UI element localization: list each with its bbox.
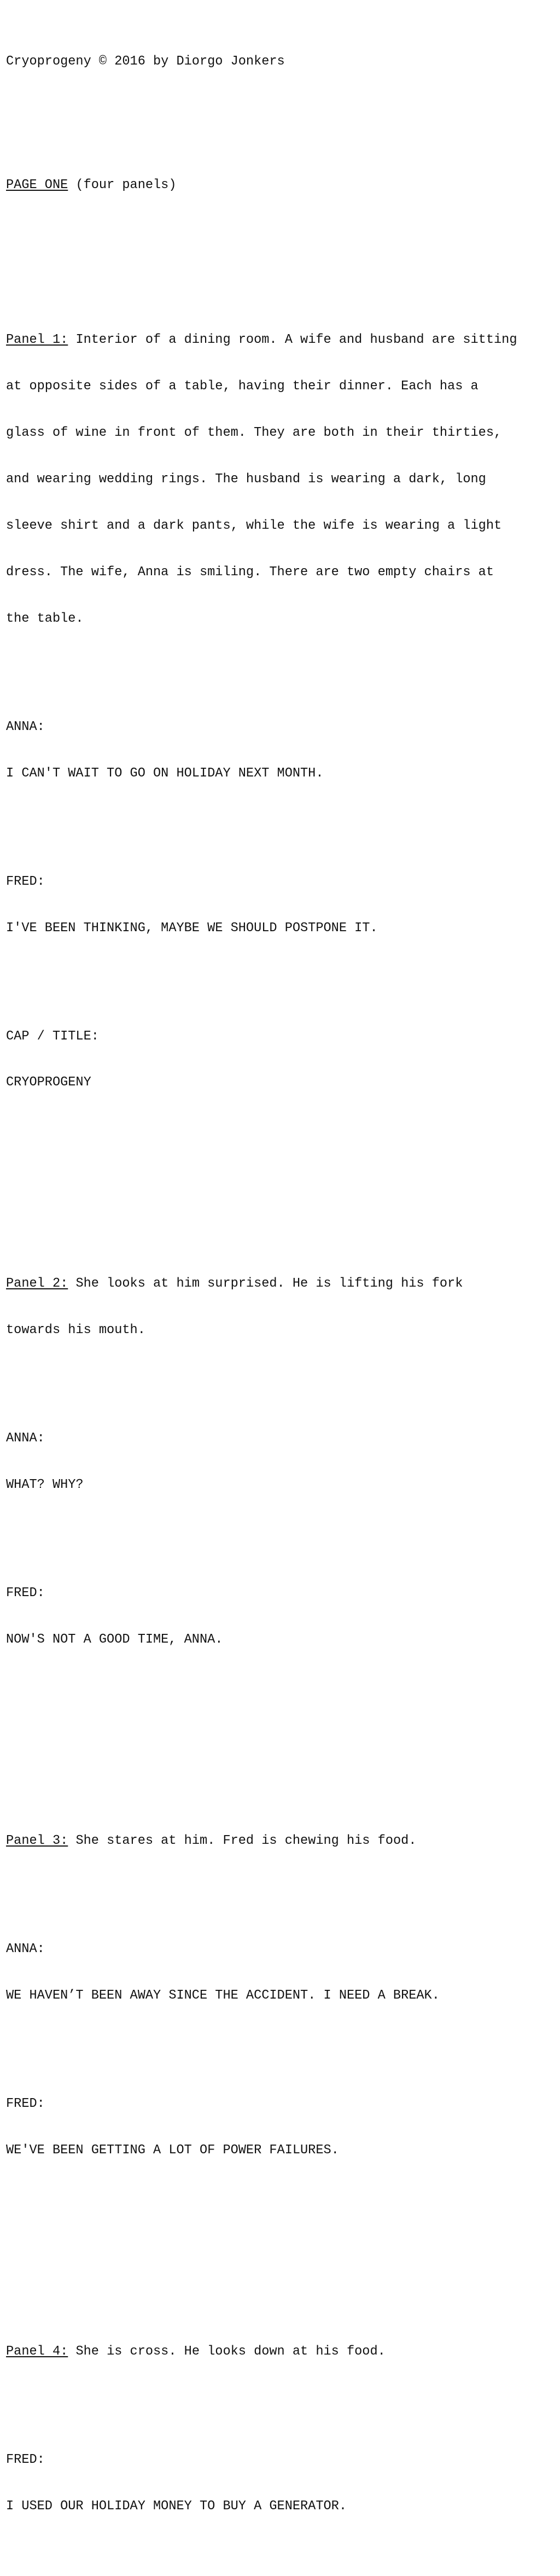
panel-description-line: at opposite sides of a table, having their dinner. Each has a [6,379,479,394]
panel-description-text: She looks at him surprised. He is lifting his fork [68,1276,463,1292]
panel-4 [6,2313,556,2545]
panel-1 [6,302,556,1122]
script-page [6,8,556,2576]
dialogue-line: NOW'S NOT A GOOD TIME, ANNA. [6,1632,223,1648]
panel-description-line: towards his mouth. [6,1323,145,1338]
panel-description-line: glass of wine in front of them. They are both in their thirties, [6,425,502,441]
page-heading-note: (four panels) [68,178,177,193]
spacer [6,2391,556,2406]
caption-line: CRYOPROGENY [6,1075,91,1090]
panel-description-line: sleeve shirt and a dark pants, while the wife is wearing a light [6,518,502,533]
page-heading [6,178,556,193]
dialogue-line: WE'VE BEEN GETTING A LOT OF POWER FAILURES. [6,2142,339,2158]
dialogue-speaker: FRED: [6,2096,45,2112]
panel-description-line: the table. [6,611,84,626]
panel-description-text: Interior of a dining room. A wife and husband are sitting [68,332,517,348]
dialogue-speaker: FRED: [6,2452,45,2467]
dialogue-speaker: FRED: [6,874,45,889]
panel-label: Panel 1: [6,332,68,348]
dialogue-line: WHAT? WHY? [6,1477,84,1493]
spacer [6,967,556,982]
spacer [6,657,556,673]
spacer [6,1710,556,1741]
dialogue-speaker: ANNA: [6,719,45,734]
spacer [6,2035,556,2050]
panel-description-line: and wearing wedding rings. The husband is wearing a dark, long [6,471,486,487]
dialogue-line: I CAN'T WAIT TO GO ON HOLIDAY NEXT MONTH. [6,766,324,781]
dialogue-speaker: FRED: [6,1586,45,1601]
panel-2 [6,1246,556,1679]
dialogue-line: I'VE BEEN THINKING, MAYBE WE SHOULD POSTPONE IT. [6,920,378,936]
dialogue-line: WE HAVEN’T BEEN AWAY SINCE THE ACCIDENT. I NEED A BREAK. [6,1988,440,2003]
dialogue-line: I USED OUR HOLIDAY MONEY TO BUY A GENERATOR. [6,2498,347,2514]
spacer [6,1880,556,1895]
panel-description-line [6,1833,556,1849]
spacer [6,101,556,132]
panel-3 [6,1802,556,2189]
page-heading-label: PAGE ONE [6,178,68,193]
panel-label: Panel 2: [6,1276,68,1292]
spacer [6,224,556,240]
panel-description-line: dress. The wife, Anna is smiling. There are two empty chairs at [6,564,494,580]
panel-description-line [6,332,556,348]
spacer [6,812,556,827]
spacer [6,1369,556,1385]
panel-description-line [6,1276,556,1292]
panel-description-text: She is cross. He looks down at his food. [68,2344,386,2359]
panel-description-line [6,2344,556,2359]
spacer [6,1153,556,1184]
spacer [6,1524,556,1539]
panel-description-text: She stares at him. Fred is chewing his food. [68,1833,417,1849]
spacer [6,2220,556,2251]
panel-label: Panel 4: [6,2344,68,2359]
caption-speaker: CAP / TITLE: [6,1029,99,1044]
panel-label: Panel 3: [6,1833,68,1849]
dialogue-speaker: ANNA: [6,1431,45,1446]
dialogue-speaker: ANNA: [6,1942,45,1957]
copyright-line: Cryoprogeny © 2016 by Diorgo Jonkers [6,54,285,69]
